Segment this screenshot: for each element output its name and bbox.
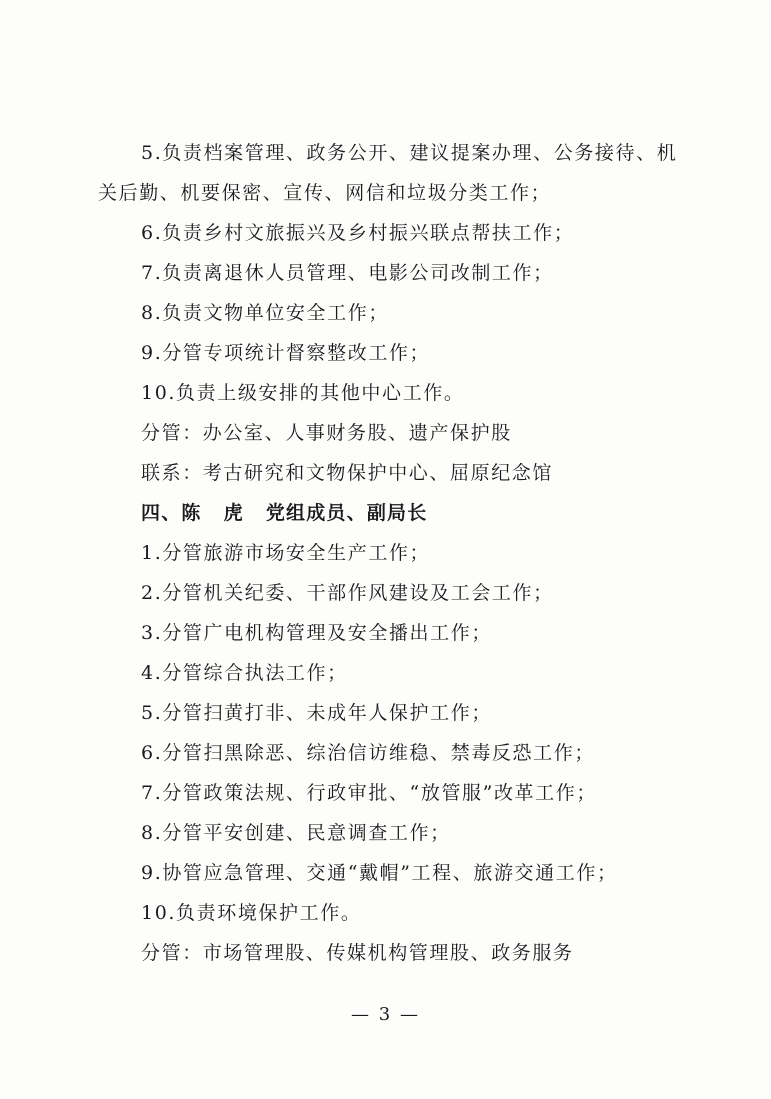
- list-item: 4.分管综合执法工作；: [141, 662, 348, 684]
- assigned-departments: 分管：办公室、人事财务股、遗产保护股: [141, 422, 512, 444]
- list-item: 7.分管政策法规、行政审批、“放管服”改革工作；: [141, 782, 597, 804]
- text-line: 5.负责档案管理、政务公开、建议提案办理、公务接待、机: [141, 142, 678, 164]
- list-item: 9.协管应急管理、交通“戴帽”工程、旅游交通工作；: [141, 862, 618, 884]
- text-line: 7.负责离退休人员管理、电影公司改制工作；: [141, 262, 554, 284]
- liaison-units: 联系：考古研究和文物保护中心、屈原纪念馆: [141, 462, 554, 484]
- text-line: 关后勤、机要保密、宣传、网信和垃圾分类工作；: [98, 182, 552, 204]
- list-item: 8.分管平安创建、民意调查工作；: [141, 822, 451, 844]
- text-line: 10.负责上级安排的其他中心工作。: [141, 382, 465, 404]
- list-item: 2.分管机关纪委、干部作风建设及工会工作；: [141, 582, 554, 604]
- text-line: 8.负责文物单位安全工作；: [141, 302, 389, 324]
- list-item: 10.负责环境保护工作。: [141, 902, 362, 924]
- list-item: 5.分管扫黄打非、未成年人保护工作；: [141, 702, 492, 724]
- heading-prefix: 四、陈: [141, 502, 202, 524]
- list-item: 3.分管广电机构管理及安全播出工作；: [141, 622, 492, 644]
- section-heading: [141, 501, 427, 525]
- heading-title: 党组成员、副局长: [265, 502, 428, 524]
- text-line: 9.分管专项统计督察整改工作；: [141, 342, 431, 364]
- list-item: 1.分管旅游市场安全生产工作；: [141, 542, 431, 564]
- page-number: — 3 —: [351, 1004, 420, 1025]
- list-item: 6.分管扫黑除恶、综治信访维稳、禁毒反恐工作；: [141, 742, 595, 764]
- text-line: 6.负责乡村文旅振兴及乡村振兴联点帮扶工作；: [141, 222, 575, 244]
- assigned-departments: 分管：市场管理股、传媒机构管理股、政务服务: [141, 942, 574, 964]
- heading-name-tail: 虎: [223, 502, 244, 524]
